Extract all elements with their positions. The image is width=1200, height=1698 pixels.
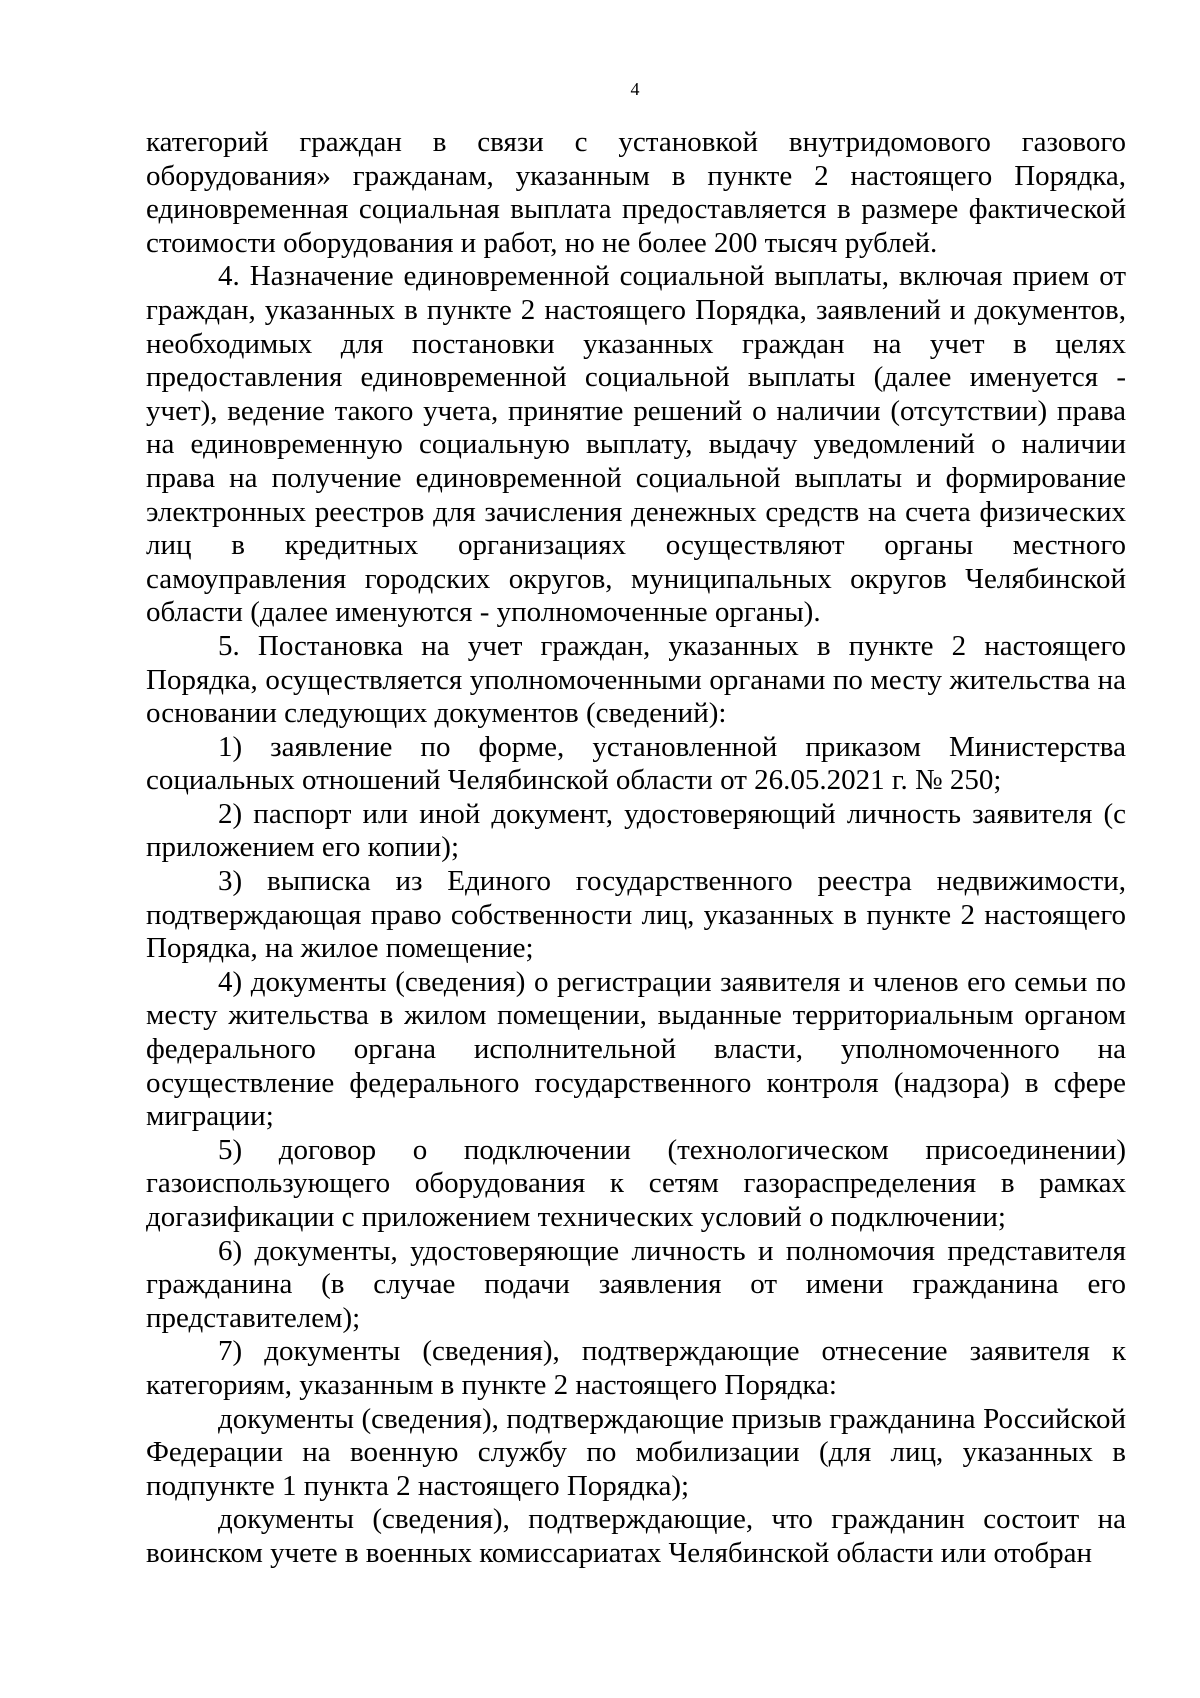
list-item-2: 2) паспорт или иной документ, удостоверяющий личность заявителя (с приложением его копии); [146, 797, 1126, 864]
list-item-6: 6) документы, удостоверяющие личность и полномочия представителя гражданина (в случае подачи заявления от имени гражданина его представителем); [146, 1234, 1126, 1334]
list-item-5: 5) договор о подключении (технологическом присоединении) газоиспользующего оборудования к сетям газораспределения в рамках догазификации с приложением технических условий о подключении; [146, 1133, 1126, 1233]
sub-item-military-registration-docs: документы (сведения), подтверждающие, что гражданин состоит на воинском учете в военных комиссариатах Челябинской области или отобран [146, 1503, 1126, 1569]
sub-item-mobilization-docs: документы (сведения), подтверждающие призыв гражданина Российской Федерации на военную службу по мобилизации (для лиц, указанных в подпункте 1 пункта 2 настоящего Порядка); [146, 1402, 1126, 1502]
page-number: 4 [630, 79, 640, 99]
list-item-7: 7) документы (сведения), подтверждающие отнесение заявителя к категориям, указанным в пункте 2 настоящего Порядка: [146, 1335, 1126, 1401]
list-item-3: 3) выписка из Единого государственного реестра недвижимости, подтверждающая право собственности лиц, указанных в пункте 2 настоящего Порядка, на жилое помещение; [146, 865, 1126, 965]
paragraph-item-4: 4. Назначение единовременной социальной выплаты, включая прием от граждан, указанных в пункте 2 настоящего Порядка, заявлений и документов, необходимых для постановки указанных граждан на учет в целях предоставления единовременной социальной выплаты (далее именуется - учет), ведение такого учета, принятие решений о наличии (отсутствии) права на единовременную социальную выплату, выдачу уведомлений о наличии права на получение единовременной социальной выплаты и формирование электронных реестров для зачисления денежных средств на счета физических лиц в кредитных организациях осуществляют органы местного самоуправления городских округов, муниципальных округов Челябинской области (далее именуются - уполномоченные органы). [146, 260, 1126, 629]
list-item-1: 1) заявление по форме, установленной приказом Министерства социальных отношений Челябинской области от 26.05.2021 г. № 250; [146, 730, 1126, 797]
list-item-4: 4) документы (сведения) о регистрации заявителя и членов его семьи по месту жительства в жилом помещении, выданные территориальным органом федерального органа исполнительной власти, уполномоченного на осуществление федерального государственного контроля (надзора) в сфере миграции; [146, 965, 1126, 1133]
document-body [146, 126, 1126, 1571]
paragraph-item-5: 5. Постановка на учет граждан, указанных в пункте 2 настоящего Порядка, осуществляется уполномоченными органами по месту жительства на основании следующих документов (сведений): [146, 629, 1126, 730]
paragraph-continuation: категорий граждан в связи с установкой внутридомового газового оборудования» гражданам, указанным в пункте 2 настоящего Порядка, единовременная социальная выплата предоставляется в размере фактической стоимости оборудования и работ, но не более 200 тысяч рублей. [146, 126, 1126, 259]
